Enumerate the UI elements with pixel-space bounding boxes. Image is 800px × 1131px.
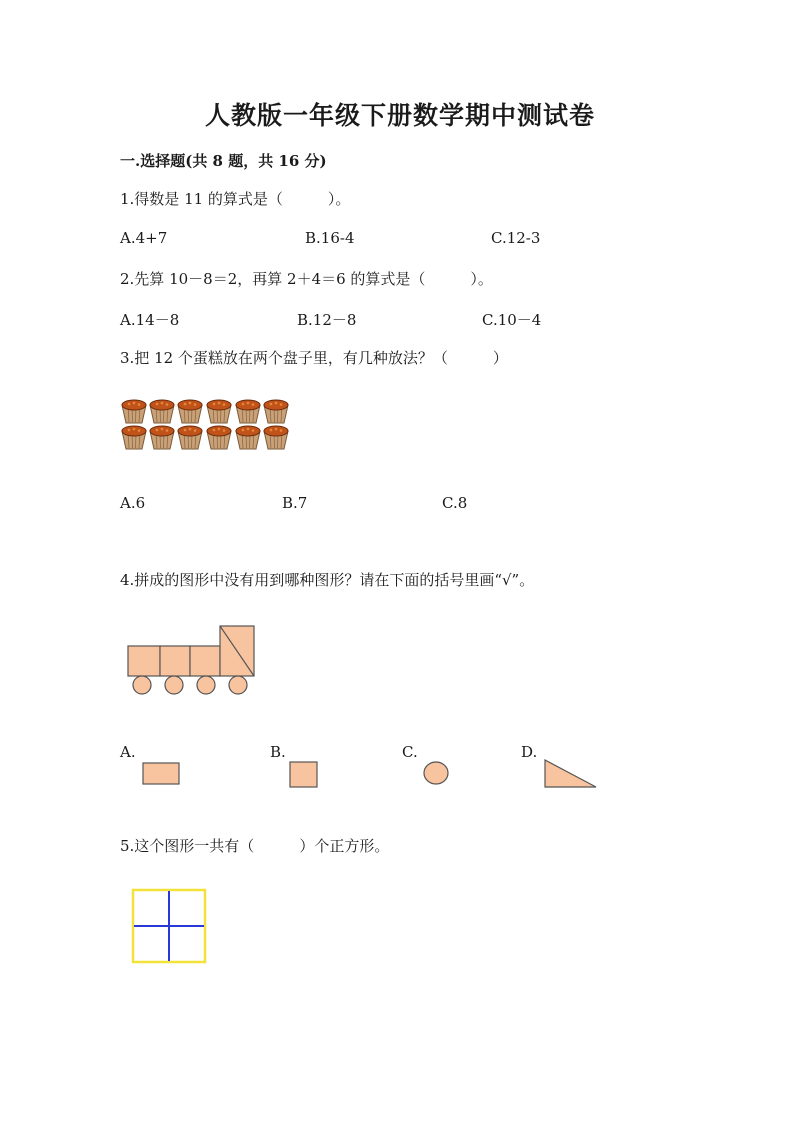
question-4-option-a: A.: [120, 743, 136, 761]
cake-icon: [236, 426, 260, 449]
question-2-option-c: C.10－4: [482, 311, 542, 329]
question-4-option-c: C.: [402, 743, 418, 761]
cake-icon: [207, 426, 231, 449]
cakes-svg: [120, 399, 320, 455]
cake-icon: [122, 426, 146, 449]
cake-icon: [264, 426, 288, 449]
cake-icon: [207, 400, 231, 423]
truck-svg: [126, 624, 258, 696]
section-heading: 一.选择题(共 8 题，共 16 分): [120, 152, 327, 170]
question-4-stem: 4.拼成的图形中没有用到哪种图形？请在下面的括号里画“√”。: [120, 571, 535, 589]
cake-icon: [264, 400, 288, 423]
cakes-illustration: [120, 399, 320, 459]
rectangle-shape-icon: [142, 762, 182, 786]
question-3-option-b: B.7: [282, 494, 308, 512]
cake-icon: [236, 400, 260, 423]
truck-square: [190, 646, 220, 676]
question-1-option-a: A.4+7: [120, 229, 168, 247]
question-3-option-c: C.8: [442, 494, 468, 512]
question-3-option-a: A.6: [120, 494, 146, 512]
question-4-option-d: D.: [521, 743, 538, 761]
question-1-stem: 1.得数是 11 的算式是（ ）。: [120, 190, 351, 208]
square-shape-icon: [289, 761, 319, 789]
cake-icon: [122, 400, 146, 423]
cake-icon: [178, 400, 202, 423]
question-3-stem: 3.把 12 个蛋糕放在两个盘子里，有几种放法？（ ）: [120, 349, 508, 367]
truck-figure: [126, 624, 258, 700]
truck-wheel: [197, 676, 215, 694]
circle-shape-icon: [422, 760, 450, 786]
truck-wheel: [165, 676, 183, 694]
cake-icon: [178, 426, 202, 449]
triangle-shape-icon: [543, 758, 599, 790]
question-2-option-b: B.12－8: [297, 311, 357, 329]
cake-row-1: [122, 400, 288, 423]
question-1-option-c: C.12-3: [491, 229, 541, 247]
question-2-stem: 2.先算 10－8＝2，再算 2＋4＝6 的算式是（ ）。: [120, 270, 493, 288]
truck-wheel: [133, 676, 151, 694]
question-2-option-a: A.14－8: [120, 311, 180, 329]
page-title: 人教版一年级下册数学期中测试卷: [204, 101, 595, 130]
cake-row-2: [122, 426, 288, 449]
cake-icon: [150, 426, 174, 449]
square-grid-figure: [131, 888, 209, 966]
truck-square: [128, 646, 160, 676]
question-5-stem: 5.这个图形一共有（ ）个正方形。: [120, 837, 390, 855]
truck-wheel: [229, 676, 247, 694]
cake-icon: [150, 400, 174, 423]
question-4-option-b: B.: [270, 743, 286, 761]
truck-square: [160, 646, 190, 676]
question-1-option-b: B.16-4: [305, 229, 355, 247]
